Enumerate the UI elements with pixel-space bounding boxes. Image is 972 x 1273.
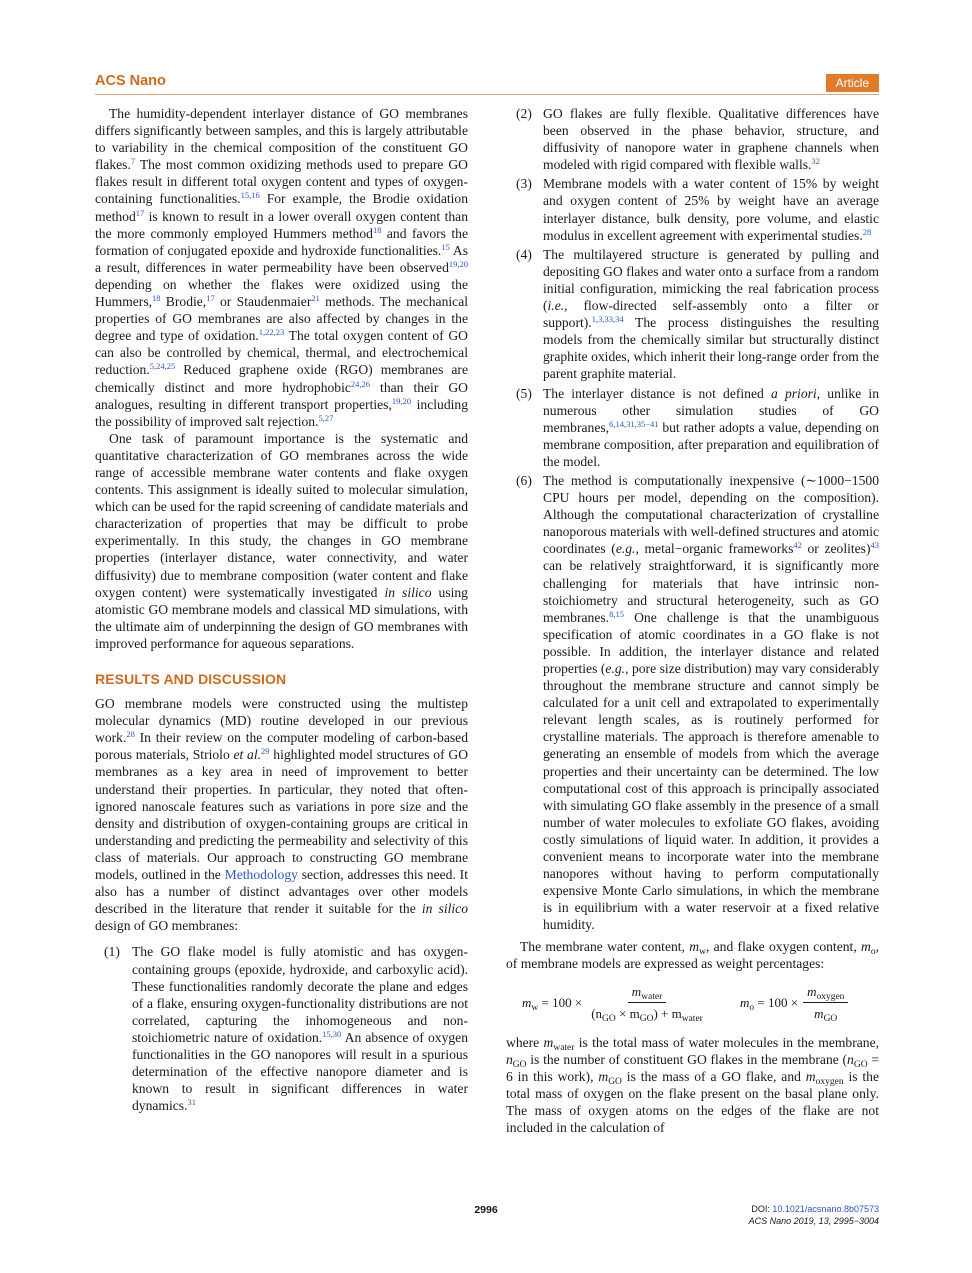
list-item: (5) The interlayer distance is not defined a priori, unlike in numerous other simulation studies of GO membranes,$^{6,14,31,35-41}$ but rather adopts a value, depending on membrane composition, after preparation and equilibration of the model.	[516, 385, 879, 469]
left-column	[95, 105, 468, 1116]
equation-oxygen-content: $m_o = 100$ × $\frac{m_{oxygen}}{m_{GO}}$	[740, 978, 848, 1028]
citation-ref[interactable]: 42	[793, 540, 802, 551]
citation-ref[interactable]: 29	[261, 746, 270, 757]
paragraph-definitions: where $m_{water}$ is the total mass of water molecules in the membrane, $n_{GO}$ is the number of constituent GO flakes in the membrane ($n_{GO} = 6$ in this work), $m_{GO}$ is the mass of a GO flake, and $m_{oxygen}$ is the total mass of oxygen on the flake present on the basal plane only. The mass of oxygen atoms on the edges of the flake are not included in the calculation of	[506, 1034, 880, 1136]
article-type-badge: Article	[826, 74, 879, 92]
list-item: (6) The method is computationally inexpensive (∼1000−1500 CPU hours per model, depending on the composition). Although the computational characterization of crystalline nanoporous materials with well-defined structures and atomic coordinates (e.g., metal−organic frameworks$^{42}$ or zeolites)$^{43}$ can be relatively straightforward, it is significantly more challenging for materials that have intrinsic non-stoichiometry and structural heterogeneity, such as GO membranes.$^{8,15}$ One challenge is that the unambiguous specification of atomic coordinates in a GO flake is not possible. In addition, the interlayer distance and related properties (e.g., pore size distribution) may vary considerably throughout the membrane structure and cannot simply be calculated for a unit cell and extrapolated to experimentally relevant length scales, as is routinely performed for crystalline materials. The approach is therefore amenable to generating an ensemble of models from which the average properties and their uncertainty can be determined. The low computational cost of this approach is principally associated with simulating GO flake assembly in the presence of a small number of water molecules to exfoliate GO flakes, avoiding costly simulations of liquid water. In addition, it provides a convenient means to incorporate water into the membrane nanopores without having to perform computationally expensive Monte Carlo simulations, in which the membrane is in equilibrium with a water reservoir at a fixed relative humidity.	[516, 472, 880, 933]
citation-ref[interactable]: 17	[135, 207, 145, 218]
equations	[506, 978, 879, 1028]
citation-ref[interactable]: 17	[206, 293, 215, 304]
citation-ref[interactable]: 28	[862, 226, 872, 237]
citation-ref[interactable]: 18	[372, 224, 382, 235]
citation-ref[interactable]: 21	[311, 293, 320, 304]
paragraph-humidity: The humidity-dependent interlayer distance of GO membranes differs significantly between samples, and this is largely attributable to variability in the chemical composition of the constituent GO flakes.$^7$ The most common oxidizing methods used to prepare GO flakes result in different total oxygen content and types of oxygen-containing functionalities.$^{15,16}$ For example, the Brodie oxidation method$^{17}$ is known to result in a lower overall oxygen content than the more commonly employed Hummers method$^{18}$ and favors the formation of conjugated epoxide and hydroxide functionalities.$^{15}$ As a result, differences in water permeability have been observed$^{19,20}$ depending on whether the flakes were oxidized using the Hummers,$^{18}$ Brodie,$^{17}$ or Staudenmaier$^{21}$ methods. The mechanical properties of GO membranes are also affected by changes in the degree and type of oxidation.$^{1,22,23}$ The total oxygen content of GO can also be controlled by chemical, thermal, and electrochemical reduction.$^{5,24,25}$ Reduced graphene oxide (RGO) membranes are chemically distinct and more hydrophobic$^{24,26}$ than their GO analogues, resulting in different transport properties,$^{19,20}$ including the possibility of improved salt rejection.$^{5,27}$	[95, 106, 468, 429]
citation-ref[interactable]: 1,3,33,34	[591, 314, 624, 325]
footer-citation: DOI: 10.1021/acsnano.8b07573 ACS Nano 2019, 13, 2995−3004	[748, 1204, 879, 1226]
citation-ref[interactable]: 24,26	[350, 378, 371, 389]
citation-ref[interactable]: 19,20	[391, 395, 411, 406]
citation-ref[interactable]: 7	[130, 156, 136, 167]
citation-ref[interactable]: 15,16	[240, 190, 260, 201]
paragraph-weight-percent: The membrane water content, $m_w$, and flake oxygen content, $m_o$, of membrane models are expressed as weight percentages:	[506, 938, 879, 971]
journal-name: ACS Nano	[95, 73, 166, 89]
citation-ref[interactable]: 15,30	[322, 1028, 342, 1039]
advantages-list-left	[95, 943, 468, 1114]
doi-link[interactable]: 10.1021/acsnano.8b07573	[772, 1204, 879, 1214]
citation-ref[interactable]: 32	[811, 156, 820, 167]
list-item: (1) The GO flake model is fully atomistic and has oxygen-containing groups (epoxide, hydroxide, and carboxylic acid). These functionalities randomly decorate the plane and edges of a flake, ensuring oxygen-functionality distributions are not correlated, capturing the inhomogeneous and non-stoichiometric nature of oxidation.$^{15,30}$ An absence of oxygen functionalities in the GO nanopores will result in a spurious determination of the effective nanopore diameter and is known to result in significant differences in water dynamics.$^{31}$	[104, 944, 468, 1114]
section-heading-results: RESULTS AND DISCUSSION	[95, 671, 287, 687]
paragraph-task: One task of paramount importance is the systematic and quantitative characterization of GO membranes across the wide range of accessible membrane water contents and flake oxygen contents. This assignment is ideally suited to molecular simulation, which can be used for the rapid screening of candidate materials and characterization of properties that may be difficult to probe experimentally. In this study, the changes in GO membrane properties (interlayer distance, water connectivity, and water diffusivity) due to membrane composition (water content and flake oxygen content) were systematically investigated in silico using atomistic GO membrane models and classical MD simulations, with the ultimate aim of underpinning the design of GO membranes with improved performance for aqueous separations.	[95, 430, 468, 651]
header-divider	[95, 94, 879, 95]
citation-ref[interactable]: 8,15	[609, 608, 624, 619]
citation-ref[interactable]: 6,14,31,35−41	[609, 418, 659, 429]
citation-ref[interactable]: 43	[870, 540, 879, 551]
citation-ref[interactable]: 19,20	[448, 258, 468, 269]
citation-ref[interactable]: 15	[441, 241, 450, 252]
list-item: (4) The multilayered structure is generated by pulling and depositing GO flakes and water onto a surface from a random initial configuration, mimicking the real fabrication process (i.e., flow-directed self-assembly onto a filter or support).$^{1,3,33,34}$ The process distinguishes the resulting models from the chemically similar but structurally distinct graphite oxides, which inherit their long-range order from the parent graphite material.	[516, 246, 879, 382]
methodology-link[interactable]: Methodology	[224, 867, 298, 883]
list-item: (3) Membrane models with a water content of 15% by weight and oxygen content of 25% by weight have an average interlayer distance, bulk density, pore volume, and elastic modulus in excellent agreement with experimental studies.$^{28}$	[516, 176, 879, 243]
advantages-list-right	[506, 105, 879, 934]
citation-ref[interactable]: 1,22,23	[258, 327, 285, 338]
citation-ref[interactable]: 18	[152, 293, 161, 304]
citation-ref[interactable]: 28	[126, 729, 135, 740]
paragraph-models: GO membrane models were constructed using the multistep molecular dynamics (MD) routine developed in our previous work.$^{28}$ In their review on the computer modeling of carbon-based porous materials, Striolo et al.$^{29}$ highlighted model structures of GO membranes as a key area in need of improvement to better understand their properties. In particular, they noted that often-ignored nanoscale features such as variations in pore size and the density and distribution of oxygen-containing groups are critical in understanding and predicting the permeability and selectivity of this class of materials. Our approach to constructing GO membrane models, outlined in the Methodology section, addresses this need. It also has a number of distinct advantages over other models described in the literature that render it suitable for the in silico design of GO membranes:	[95, 696, 469, 934]
page-number: 2996	[474, 1204, 498, 1216]
citation-ref[interactable]: 5,27	[318, 412, 334, 423]
citation-ref[interactable]: 31	[187, 1097, 196, 1108]
list-item: (2) GO flakes are fully flexible. Qualitative differences have been observed in the phase behavior, structure, and diffusivity of nanopore water in graphene channels when modeled with rigid compared with flexible walls.$^{32}$	[516, 106, 879, 173]
journal-citation: ACS Nano 2019, 13, 2995−3004	[748, 1215, 879, 1226]
citation-ref[interactable]: 5,24,25	[149, 361, 176, 372]
equation-water-content: $m_w = 100$ × $\frac{m_{water}}{(n_{GO} \times m_{GO}) + m_{water}}$	[522, 984, 703, 1025]
right-column	[506, 105, 879, 1136]
